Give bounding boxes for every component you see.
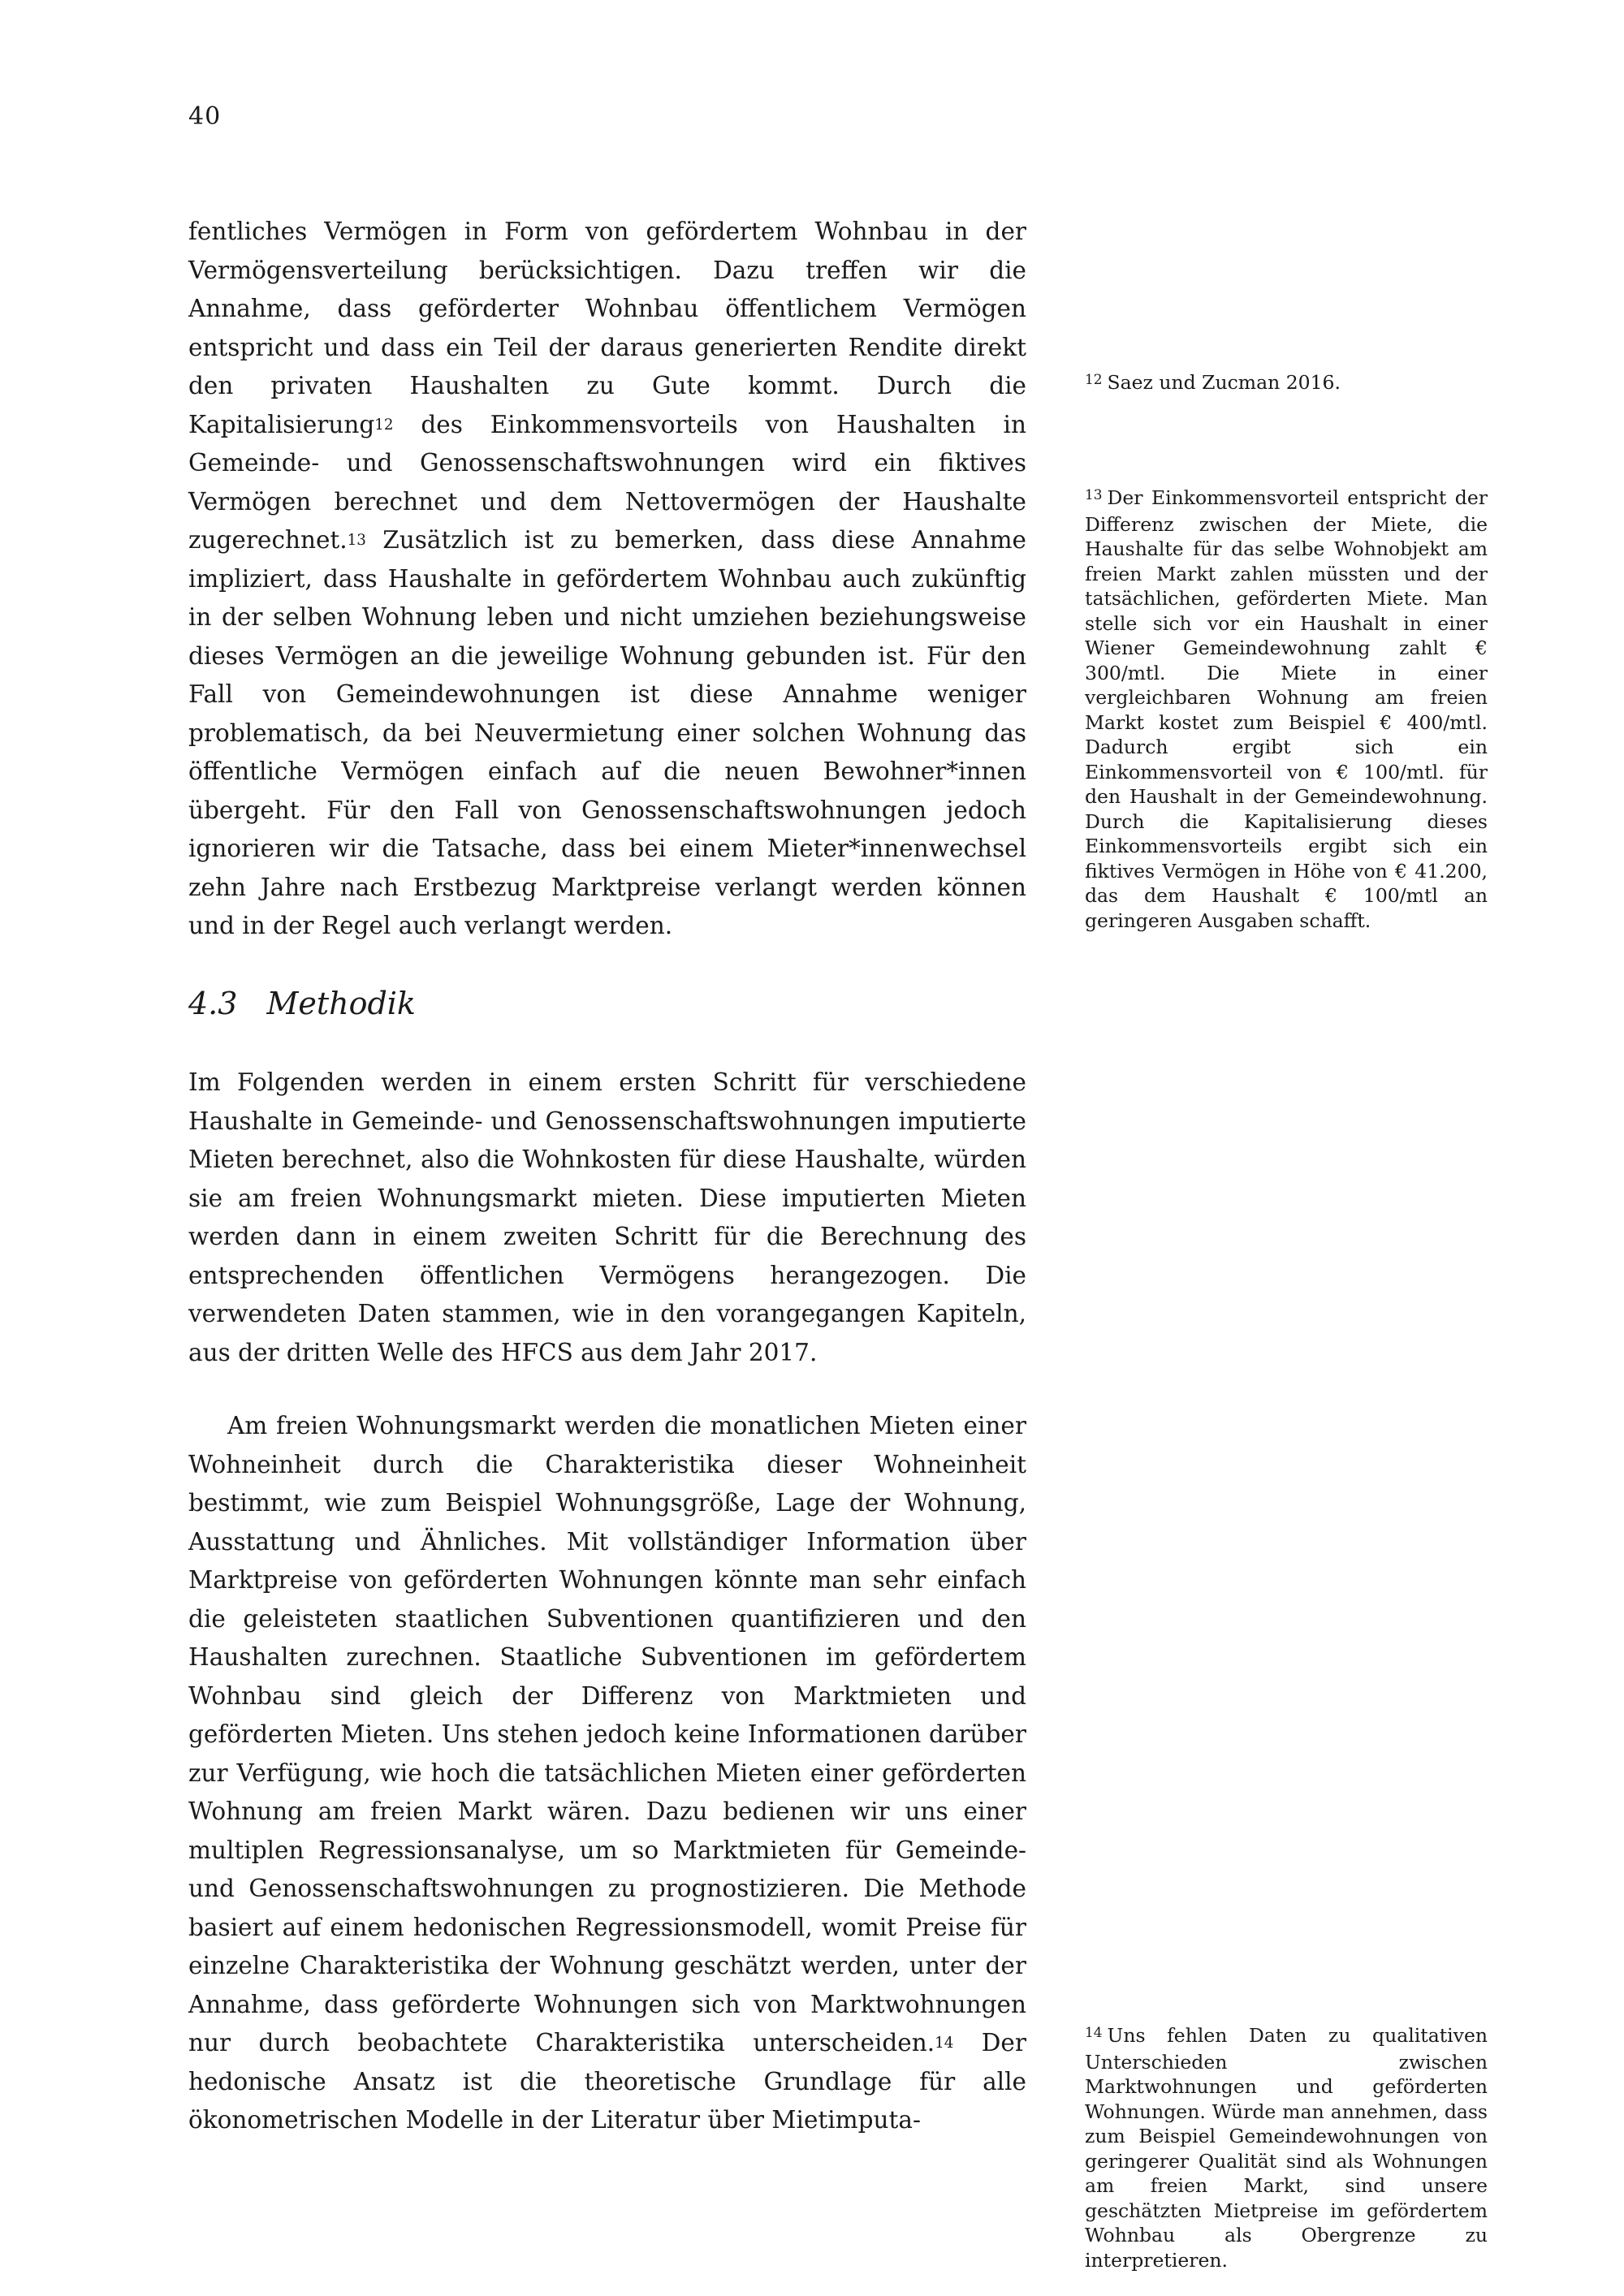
section-title: Methodik: [266, 986, 416, 1021]
sidenote-text: Uns fehlen Daten zu qualitativen Unterschieden zwischen Marktwohnungen und geförderten Wohnungen. Würde man annehmen, dass zum Beispiel Gemeindewohnungen von geringerer Qualität sind als Wohnungen am freien Markt, sind unsere geschätzten Mietpreise im gefördertem Wohnbau als Obergrenze zu interpretieren.: [1085, 2024, 1488, 2272]
page-number: 40: [188, 102, 222, 131]
footnote-ref-14[interactable]: 14: [935, 2035, 954, 2052]
sidenote-mark: 12: [1085, 371, 1103, 388]
sidenote-text: Saez und Zucman 2016.: [1107, 371, 1341, 394]
body-paragraph-1: [188, 213, 1026, 946]
body-paragraph-2: Im Folgenden werden in einem ersten Schritt für verschiedene Haushalte in Gemeinde- und Genossenschaftswohnungen imputierte Mieten berechnet, also die Wohnkosten für diese Haushalte, würden sie am freien Wohnungsmarkt mieten. Diese imputierten Mieten werden dann in einem zweiten Schritt für die Berechnung des entsprechenden öffentlichen Vermögens herangezogen. Die verwendeten Daten stammen, wie in den vorangegangen Kapiteln, aus der dritten Welle des HFCS aus dem Jahr 2017.: [188, 1068, 1026, 1366]
paragraph-text: des Einkommensvorteils von Haushalten in Gemeinde- und Genossenschaftswohnungen wird ein fiktives Vermögen berechnet und dem Nettovermögen der Haushalte zugerechnet.: [188, 410, 1026, 554]
sidenote-text: Der Einkommensvorteil entspricht der Differenz zwischen der Miete, die Haushalte für das selbe Wohnobjekt am freien Markt zahlen müssten und der tatsächlichen, geförderten Miete. Man stelle sich vor ein Haushalt in einer Wiener Gemeindewohnung zahlt € 300/mtl. Die Miete in einer vergleichbaren Wohnung am freien Markt kostet zum Beispiel € 400/mtl. Dadurch ergibt sich ein Einkommensvorteil von € 100/mtl. für den Haushalt in der Gemeindewohnung. Durch die Kapitalisierung dieses Einkommensvorteils ergibt sich ein fiktives Vermögen in Höhe von € 41.200, das dem Haushalt € 100/mtl an geringeren Ausgaben schafft.: [1085, 486, 1488, 932]
paragraph-text: Der hedonische Ansatz ist die theoretische Grundlage für alle ökonometrischen Modelle in der Literatur über Mietimputa-: [188, 2029, 1026, 2134]
footnote-ref-13[interactable]: 13: [347, 532, 366, 550]
sidenote-mark: 14: [1085, 2024, 1103, 2041]
section-heading: [188, 986, 416, 1021]
footnote-ref-12[interactable]: 12: [374, 416, 394, 434]
sidenote-mark: 13: [1085, 486, 1103, 503]
body-paragraph-3: [188, 1407, 1026, 2140]
sidenote-14: [1085, 2023, 1488, 2272]
section-number: 4.3: [188, 986, 238, 1021]
paragraph-text: fentliches Vermögen in Form von gefördertem Wohnbau in der Vermögensverteilung berücksichtigen. Dazu treffen wir die Annahme, dass geförderter Wohnbau öffentlichem Vermögen entspricht und dass ein Teil der daraus generierten Rendite direkt den privaten Haushalten zu Gute kommt. Durch die Kapitalisierung: [188, 218, 1026, 438]
sidenote-13: [1085, 486, 1488, 933]
paragraph-text: Zusätzlich ist zu bemerken, dass diese Annahme impliziert, dass Haushalte in gefördertem Wohnbau auch zukünftig in der selben Wohnung leben und nicht umziehen beziehungsweise dieses Vermögen an die jeweilige Wohnung gebunden ist. Für den Fall von Gemeindewohnungen ist diese Annahme weniger problematisch, da bei Neuvermietung einer solchen Wohnung das öffentliche Vermögen einfach auf die neuen Bewohner*innen übergeht. Für den Fall von Genossenschaftswohnungen jedoch ignorieren wir die Tatsache, dass bei einem Mieter*innenwechsel zehn Jahre nach Erstbezug Marktpreise verlangt werden können und in der Regel auch verlangt werden.: [188, 526, 1026, 939]
paragraph-text: Am freien Wohnungsmarkt werden die monatlichen Mieten einer Wohneinheit durch die Charakteristika dieser Wohneinheit bestimmt, wie zum Beispiel Wohnungsgröße, Lage der Wohnung, Ausstattung und Ähnliches. Mit vollständiger Information über Marktpreise von geförderten Wohnungen könnte man sehr einfach die geleisteten staatlichen Subventionen quantifizieren und den Haushalten zurechnen. Staatliche Subventionen im gefördertem Wohnbau sind gleich der Differenz von Marktmieten und geförderten Mieten. Uns stehen jedoch keine Informationen darüber zur Verfügung, wie hoch die tatsächlichen Mieten einer geförderten Wohnung am freien Markt wären. Dazu bedienen wir uns einer multiplen Regressionsanalyse, um so Marktmieten für Gemeinde- und Genossenschaftswohnungen zu prognostizieren. Die Methode basiert auf einem hedonischen Regressionsmodell, womit Preise für einzelne Charakteristika der Wohnung geschätzt werden, unter der Annahme, dass geförderte Wohnungen sich von Marktwohnungen nur durch beobachtete Charakteristika unterscheiden.: [188, 1412, 1026, 2056]
sidenote-12: [1085, 370, 1488, 397]
